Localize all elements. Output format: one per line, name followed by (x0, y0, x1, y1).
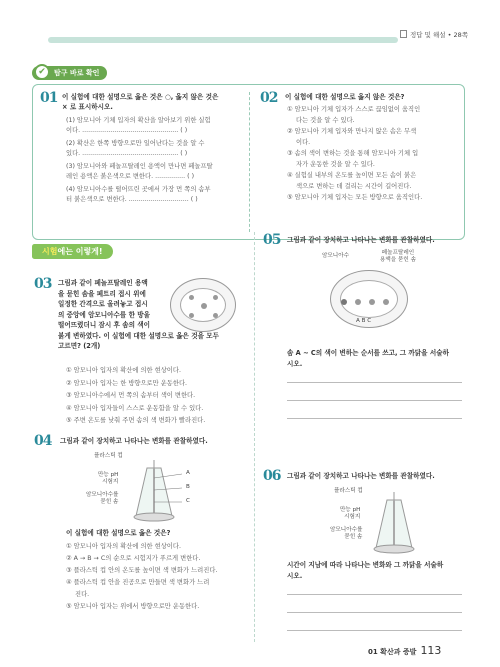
ammonia-drop (341, 299, 347, 305)
cup-figure (130, 460, 190, 522)
option-list: ① 암모니아 입자의 확산에 의한 현상이다. ② A → B → C의 순으로 시험지가 푸르게 변한다. ③ 플라스틱 컵 안의 온도를 높이면 색 변화가 느려진다. ④ 플라스틱 컵 안을 진공으로 만들면 색 변화가 느려 진다. ⑤ 암모니아 입자는 위에서 방향으로만 운동한다. (66, 543, 218, 610)
option-list: (1) 암모니아 기체 입자의 확산을 알아보기 위한 실험 이다. ................................................ ( ) (2) 확산은 한쪽 방향으로만 일어난다는 것을 알 수 있다. ................................................ ( ) (3) 암모니아와 페놀프탈레인 용액이 만나면 페놀프탈 레인 용액은 붉은색으로 변한다. ............... ( ) (4) 암모니아수를 떨어뜨린 곳에서 가장 먼 쪽의 솜부 터 붉은색으로 변한다. .............................. ( ) (66, 117, 213, 203)
question-text: 이 실험에 대한 설명으로 옳은 것은 ○, 옳지 않은 것은 × 로 표시하시오. (62, 93, 219, 111)
question-number: 02 (260, 90, 278, 106)
check-icon: ✔ (34, 64, 50, 80)
divider (249, 92, 250, 232)
question-text: 시간이 지남에 따라 나타나는 변화와 그 까닭을 서술하 시오. (287, 561, 444, 580)
question-number: 01 (40, 90, 58, 106)
answer-line[interactable] (287, 594, 462, 595)
dish-center-drop (201, 303, 207, 309)
answer-line[interactable] (287, 382, 462, 383)
answer-reference: 정답 및 해설 • 28쪽 (400, 30, 468, 39)
question-text: 이 실험에 대한 설명으로 옳은 것은? (66, 529, 171, 537)
answer-line[interactable] (287, 400, 462, 401)
header-bar (48, 37, 398, 43)
book-icon (400, 30, 407, 38)
answer-line[interactable] (287, 418, 462, 419)
answer-line[interactable] (287, 630, 462, 631)
question-text: 그림과 같이 페놀프탈레인 용액 을 묻힌 솜을 페트리 접시 위에 일정한 간격으로 올려놓고 접시 의 중앙에 암모니아수를 한 방울 떨어뜨렸더니 잠시 후 솜의 색이 붉게 변하였다. 이 실험에 대한 설명으로 옳은 것을 모두 고르면? (2개) (58, 279, 219, 350)
petri-dish-figure (170, 278, 236, 332)
question-number: 03 (34, 276, 52, 292)
page-number: 113 (420, 644, 442, 657)
option-list: ① 암모니아 입자의 확산에 의한 현상이다. ② 암모니아 입자는 한 방향으로만 운동한다. ③ 암모니아수에서 먼 쪽의 솜부터 색이 변한다. ④ 암모니아 입자들이 스스로 운동함을 알 수 있다. ⑤ 주변 온도를 낮춰 주면 솜의 색 변화가 빨라진다. (66, 367, 206, 424)
question-text: 솜 A ~ C의 색이 변하는 순서를 쓰고, 그 까닭을 서술하 시오. (287, 349, 449, 368)
question-number: 05 (263, 232, 281, 248)
section-tag-exam: 시험에는 이렇게! (32, 244, 113, 259)
page-footer: 01 확산과 증발 113 (368, 644, 442, 657)
option-list: ① 암모니아 기체 입자가 스스로 끊임없이 움직인 다는 것을 알 수 있다. ② 암모니아 기체 입자와 만나지 않은 솜은 무색 이다. ③ 솜의 색이 변하는 것을 통해 암모니아 기체 입 자가 운동한 것을 알 수 있다. ④ 실험실 내부의 온도를 높이면 모든 솜이 붉은 색으로 변하는 데 걸리는 시간이 길어진다. ⑤ 암모니아 기체 입자는 모든 방향으로 움직인다. (287, 106, 423, 201)
question-text: 그림과 같이 장치하고 나타나는 변화를 관찰하였다. (60, 437, 208, 445)
question-number: 04 (34, 433, 52, 449)
section-tag-check: ✔ 탐구 바로 확인 (32, 66, 107, 80)
question-number: 06 (263, 468, 281, 484)
question-text: 그림과 같이 장치하고 나타나는 변화를 관찰하였다. (287, 236, 435, 244)
answer-line[interactable] (287, 612, 462, 613)
cup-figure (372, 492, 422, 554)
question-text: 그림과 같이 장치하고 나타나는 변화를 관찰하였다. (287, 472, 435, 480)
question-text: 이 실험에 대한 설명으로 옳지 않은 것은? (285, 93, 405, 101)
